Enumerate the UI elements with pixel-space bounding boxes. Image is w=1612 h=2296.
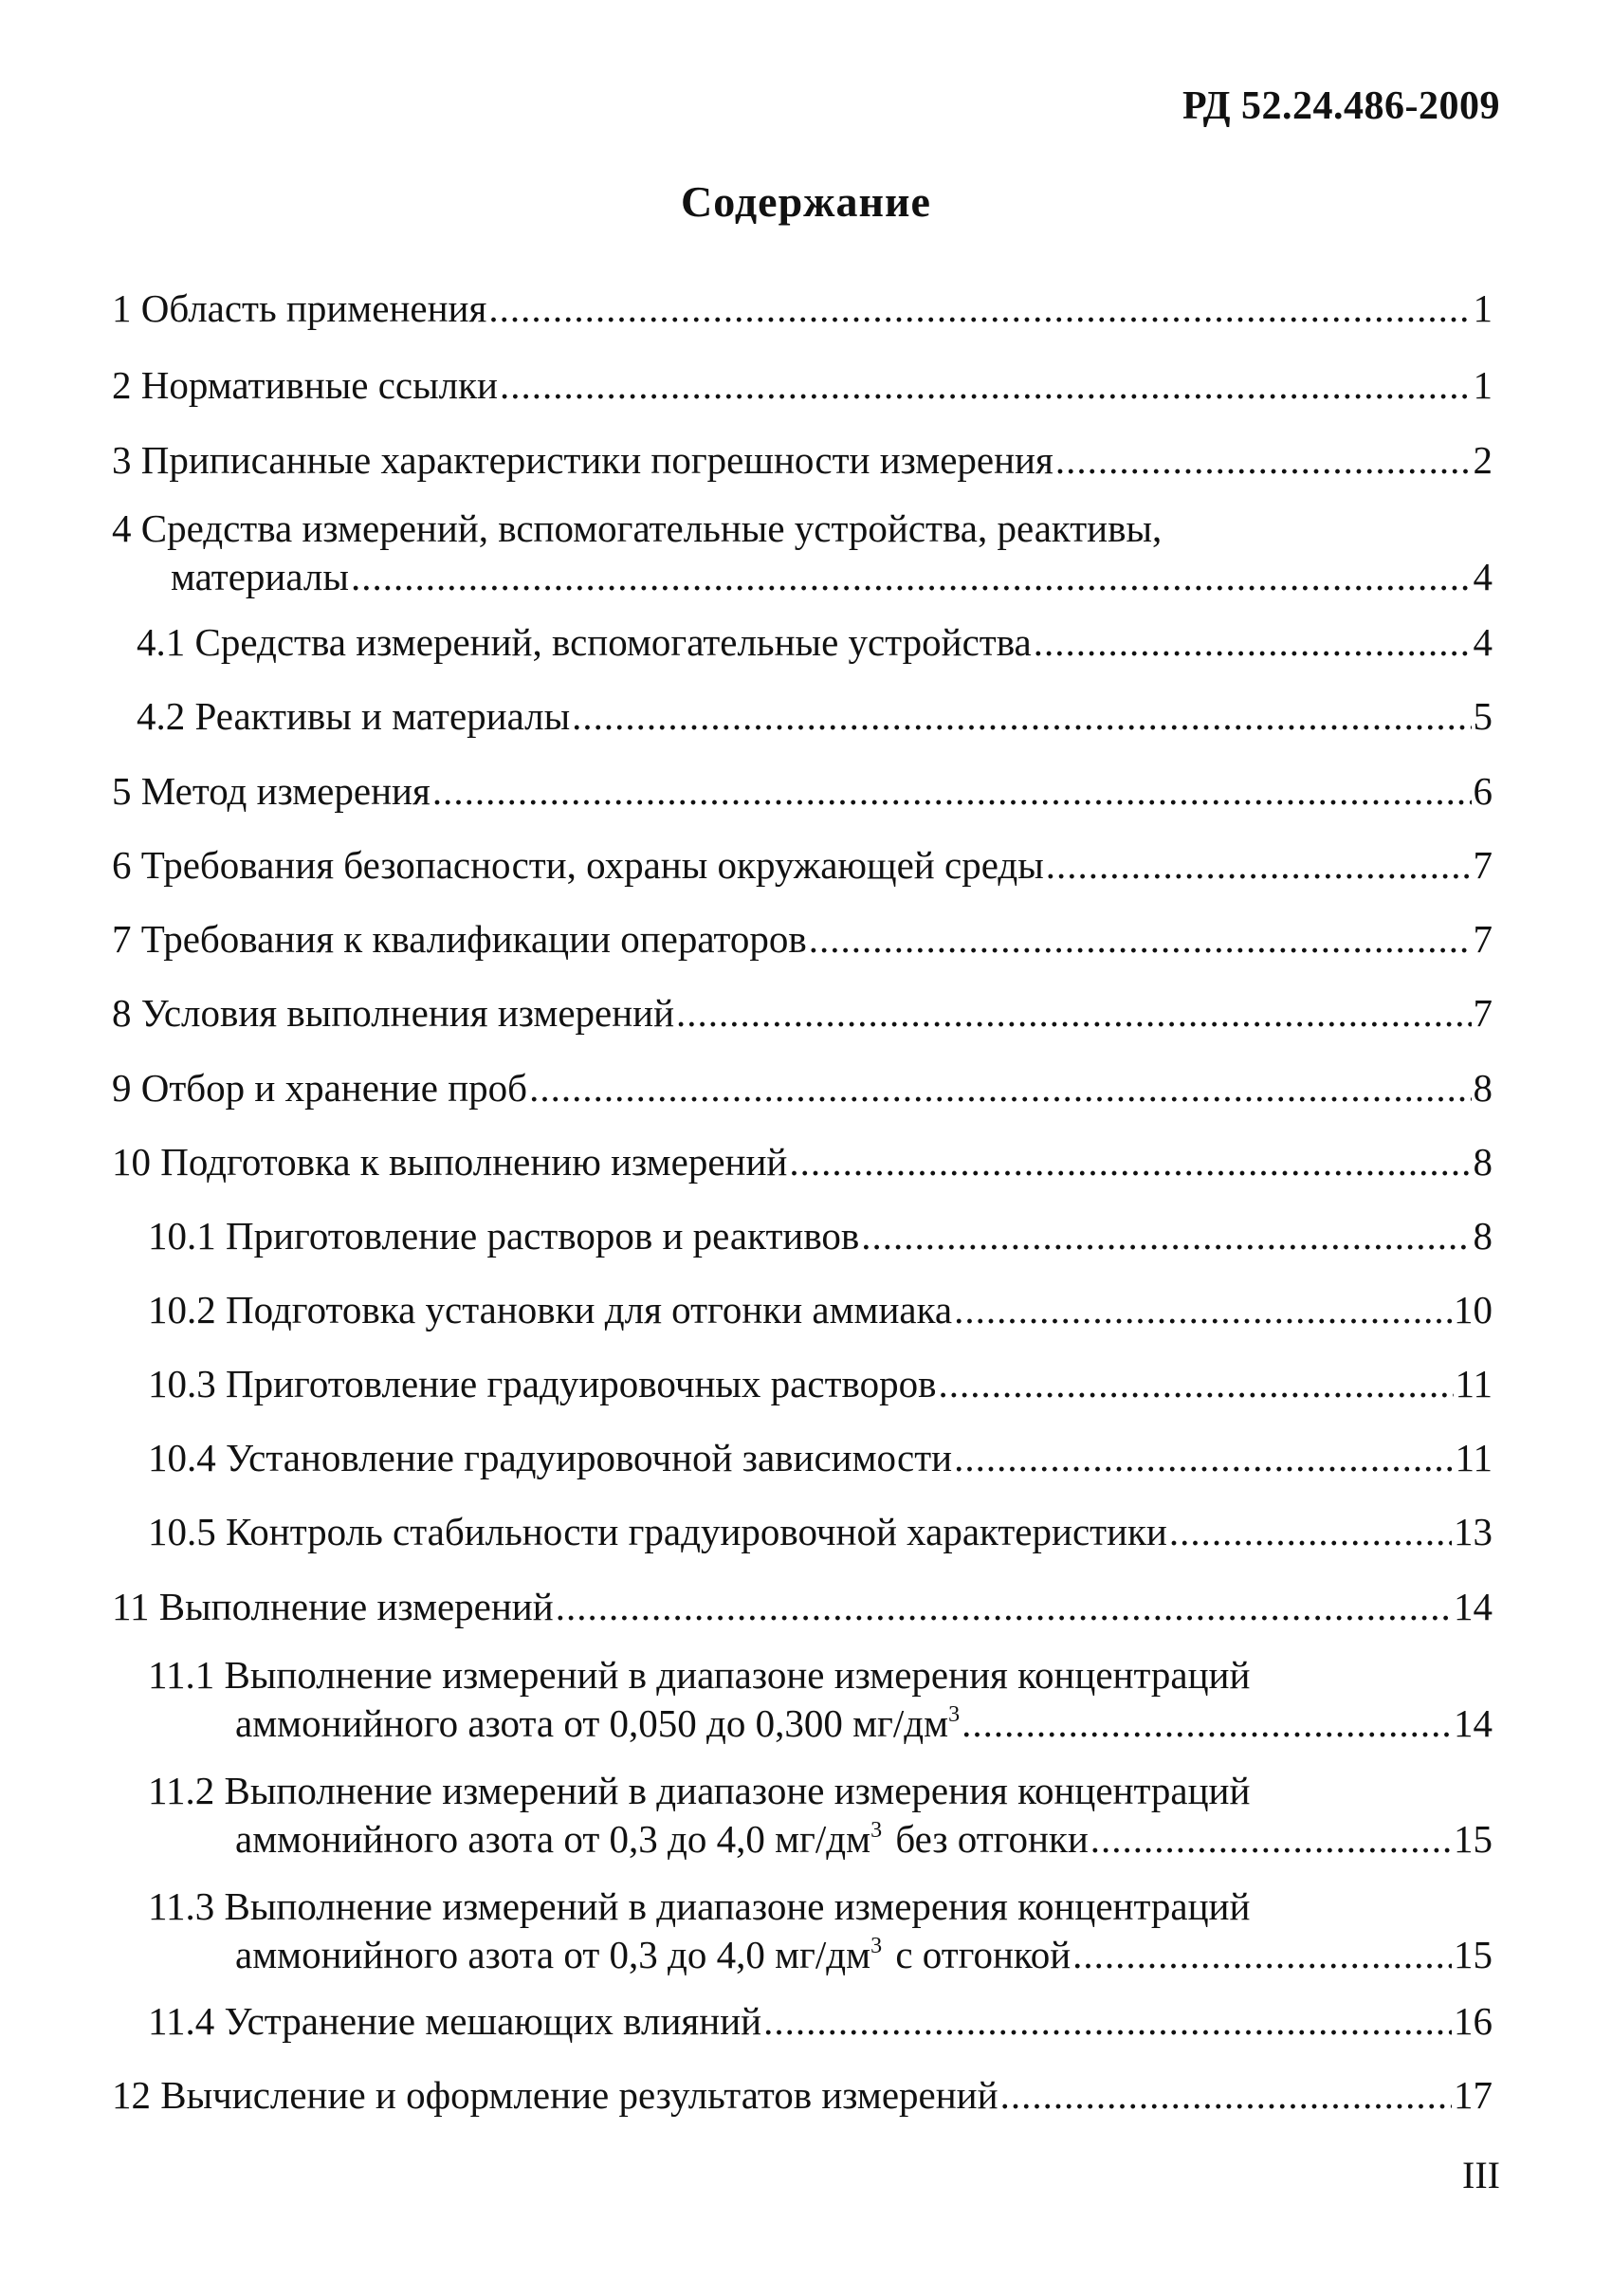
toc-entry-page: 17	[1454, 2073, 1493, 2117]
toc-leader	[1034, 618, 1472, 667]
toc-entry-4-2[interactable]	[137, 692, 1493, 741]
toc-entry-page: 2	[1473, 438, 1493, 482]
toc-entry-page: 7	[1473, 991, 1493, 1035]
toc-title: Содержание	[681, 177, 931, 226]
toc-entry-page: 15	[1454, 1933, 1493, 1976]
toc-entry-page: 14	[1454, 1701, 1493, 1745]
toc-entry-10-1[interactable]	[148, 1212, 1493, 1260]
toc-entry-page: 5	[1473, 694, 1493, 738]
toc-entry-11-2[interactable]	[148, 1767, 1493, 1864]
toc-leader	[1000, 2071, 1452, 2120]
toc-entry-suffix: с отгонкой	[895, 1933, 1072, 1976]
toc-entry-page: 7	[1473, 917, 1493, 961]
toc-entry-label: 4.2 Реактивы и материалы	[137, 694, 571, 738]
toc-entry-label: 10.2 Подготовка установки для отгонки аммиака	[148, 1288, 953, 1332]
toc-entry-page: 6	[1473, 769, 1493, 813]
toc-leader	[432, 767, 1472, 816]
toc-entry-page: 11	[1455, 1362, 1493, 1405]
document-code: РД 52.24.486-2009	[1182, 84, 1500, 128]
toc-entry-label: 12 Вычисление и оформление результатов измерений	[112, 2073, 998, 2117]
toc-entry-label: 2 Нормативные ссылки	[112, 363, 498, 407]
toc-entry-label: 11.4 Устранение мешающих влияний	[148, 1999, 762, 2043]
toc-entry-label: 7 Требования к квалификации операторов	[112, 917, 807, 961]
toc-entry-11-1[interactable]	[148, 1651, 1493, 1748]
toc-leader	[500, 361, 1472, 410]
toc-leader	[1072, 1931, 1452, 1979]
toc-entry-page: 14	[1454, 1585, 1493, 1628]
toc-entry-label-line1: 11.3 Выполнение измерений в диапазоне измерения концентраций	[148, 1884, 1251, 1928]
toc-leader	[1169, 1508, 1452, 1556]
toc-entry-page: 13	[1454, 1510, 1493, 1553]
toc-entry-8[interactable]	[112, 989, 1493, 1038]
toc-entry-label: аммонийного азота от 0,050 до 0,300 $мг/дм^3$	[235, 1701, 961, 1745]
toc-entry-suffix: без отгонки	[895, 1817, 1089, 1861]
toc-entry-11[interactable]	[112, 1583, 1493, 1631]
toc-leader	[954, 1434, 1453, 1482]
toc-entry-page: 8	[1473, 1214, 1493, 1258]
superscript-3: 3	[870, 1818, 883, 1843]
toc-entry-label: 8 Условия выполнения измерений	[112, 991, 675, 1035]
toc-entry-4[interactable]	[112, 505, 1493, 601]
toc-leader	[529, 1064, 1471, 1112]
toc-entry-page: 1	[1473, 363, 1493, 407]
toc-leader	[763, 1997, 1452, 2046]
toc-entry-page: 1	[1473, 286, 1493, 330]
toc-entry-label: 5 Метод измерения	[112, 769, 430, 813]
toc-leader	[861, 1212, 1471, 1260]
toc-entry-12[interactable]	[112, 2071, 1493, 2120]
toc-leader	[1090, 1815, 1452, 1864]
toc-entry-6[interactable]	[112, 841, 1493, 890]
toc-entry-10[interactable]	[112, 1138, 1493, 1186]
toc-entry-label: 11 Выполнение измерений	[112, 1585, 554, 1628]
superscript-3: 3	[870, 1934, 883, 1958]
toc-entry-label: 6 Требования безопасности, охраны окружающей среды	[112, 843, 1044, 887]
toc-entry-label: 3 Приписанные характеристики погрешности измерения	[112, 438, 1053, 482]
toc-leader	[351, 553, 1472, 601]
toc-entry-10-4[interactable]	[148, 1434, 1493, 1482]
toc-entry-label: материалы	[171, 555, 349, 598]
toc-leader	[789, 1138, 1471, 1186]
toc-entry-label: аммонийного азота от 0,3 до 4,0 $мг/дм^3$ без отгонки	[235, 1817, 1089, 1861]
toc-entry-11-4[interactable]	[148, 1997, 1493, 2046]
toc-entry-page: 8	[1473, 1140, 1493, 1184]
toc-entry-page: 15	[1454, 1817, 1493, 1861]
toc-leader	[488, 285, 1471, 333]
toc-entry-page: 7	[1473, 843, 1493, 887]
toc-entry-label: 10.5 Контроль стабильности градуировочной характеристики	[148, 1510, 1167, 1553]
toc-entry-page: 4	[1473, 620, 1493, 664]
page-number: III	[1462, 2154, 1500, 2196]
toc-entry-page: 4	[1473, 555, 1493, 598]
toc-entry-label: 10.4 Установление градуировочной зависимости	[148, 1436, 953, 1479]
toc-entry-label-line1: 4 Средства измерений, вспомогательные устройства, реактивы,	[112, 506, 1163, 550]
toc-entry-page: 8	[1473, 1066, 1493, 1110]
toc-leader	[1055, 436, 1472, 485]
toc-entry-page: 10	[1454, 1288, 1493, 1332]
toc-entry-label: 1 Область применения	[112, 286, 487, 330]
toc-entry-3[interactable]	[112, 436, 1493, 485]
toc-leader	[938, 1360, 1453, 1408]
toc-entry-label: 10.1 Приготовление растворов и реактивов	[148, 1214, 860, 1258]
toc-leader	[572, 692, 1471, 741]
toc-entry-1[interactable]	[112, 285, 1493, 333]
toc-entry-5[interactable]	[112, 767, 1493, 816]
toc-entry-10-5[interactable]	[148, 1508, 1493, 1556]
toc-leader	[676, 989, 1471, 1038]
toc-entry-page: 16	[1454, 1999, 1493, 2043]
superscript-3: 3	[948, 1702, 961, 1727]
toc-leader	[809, 915, 1472, 964]
toc-entry-label-line1: 11.2 Выполнение измерений в диапазоне измерения концентраций	[148, 1769, 1251, 1812]
toc-entry-label: 9 Отбор и хранение проб	[112, 1066, 528, 1110]
toc-leader	[556, 1583, 1452, 1631]
toc-leader	[954, 1286, 1452, 1334]
toc-entry-10-2[interactable]	[148, 1286, 1493, 1334]
toc-entry-label: аммонийного азота от 0,3 до 4,0 $мг/дм^3$ с отгонкой	[235, 1933, 1072, 1976]
toc-entry-10-3[interactable]	[148, 1360, 1493, 1408]
toc-entry-11-3[interactable]	[148, 1883, 1493, 1979]
toc-entry-label: 4.1 Средства измерений, вспомогательные устройства	[137, 620, 1032, 664]
toc-entry-7[interactable]	[112, 915, 1493, 964]
toc-entry-label-line1: 11.1 Выполнение измерений в диапазоне измерения концентраций	[148, 1653, 1251, 1697]
toc-entry-4-1[interactable]	[137, 618, 1493, 667]
toc-entry-label: 10 Подготовка к выполнению измерений	[112, 1140, 788, 1184]
toc-leader	[1046, 841, 1472, 890]
toc-leader	[962, 1699, 1452, 1748]
toc-entry-9[interactable]	[112, 1064, 1493, 1112]
toc-entry-page: 11	[1455, 1436, 1493, 1479]
toc-entry-2[interactable]	[112, 361, 1493, 410]
toc-entry-label: 10.3 Приготовление градуировочных растворов	[148, 1362, 937, 1405]
